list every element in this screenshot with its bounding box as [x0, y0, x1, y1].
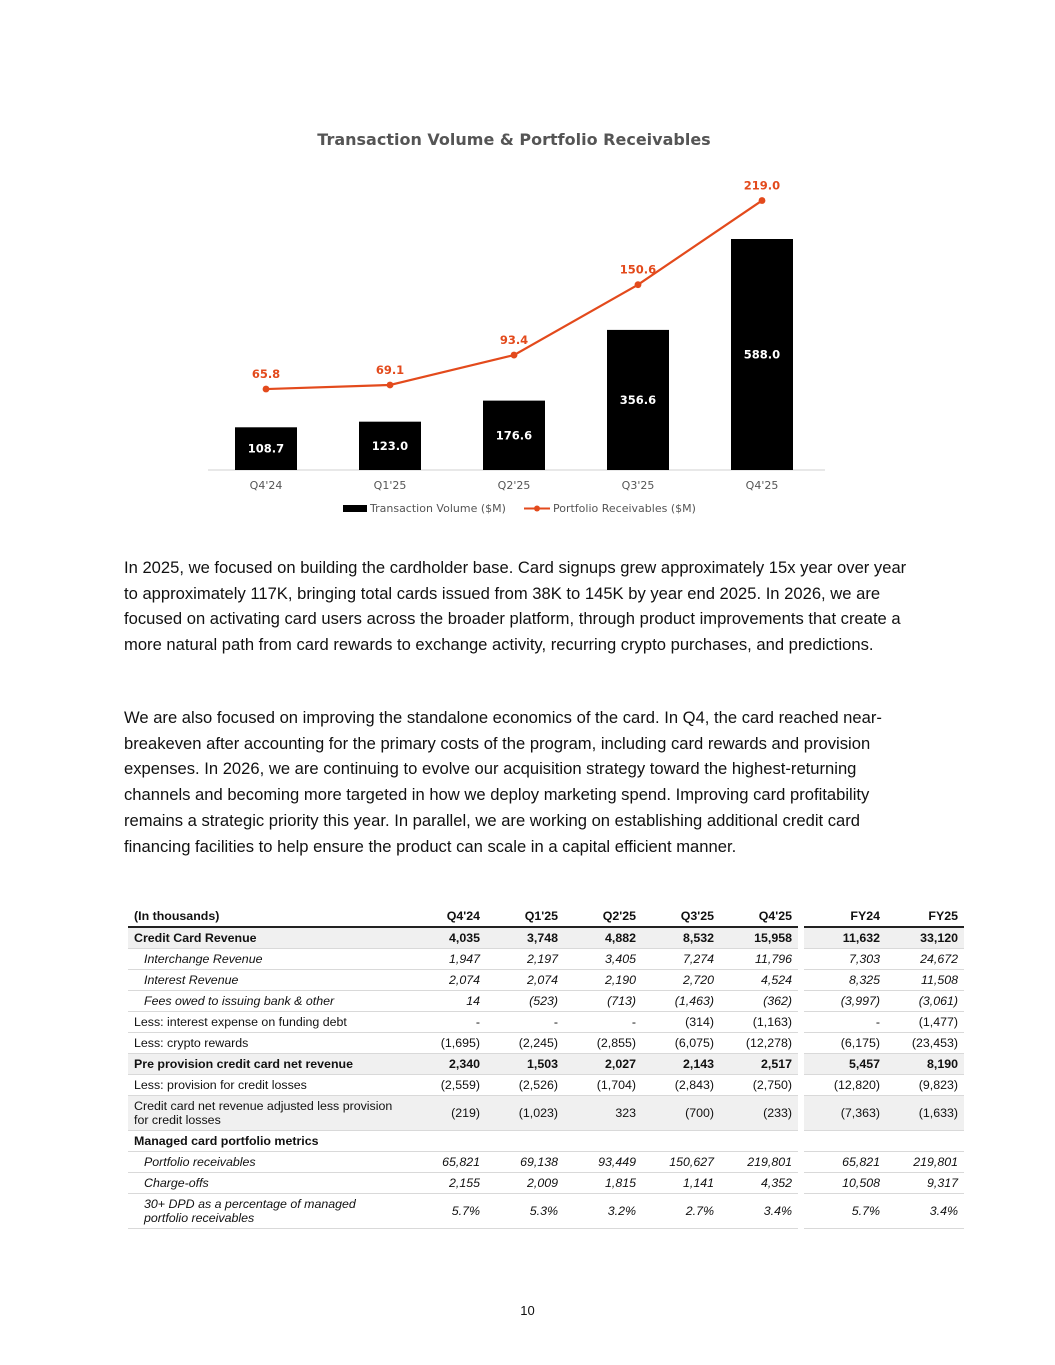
cell-value: (12,278)	[720, 1033, 798, 1054]
row-label: 30+ DPD as a percentage of managed portfolio receivables	[128, 1194, 408, 1229]
bar-value-label: 356.6	[619, 392, 657, 407]
row-label: Less: crypto rewards	[128, 1033, 408, 1054]
table-row	[128, 970, 964, 991]
cell-value: 11,632	[804, 927, 886, 949]
x-tick-label: Q3'25	[621, 479, 655, 492]
cell-value: 2,197	[486, 949, 564, 970]
legend-label-line: Portfolio Receivables ($M)	[553, 502, 696, 515]
cell-value: 5,457	[804, 1054, 886, 1075]
cell-value: (1,695)	[408, 1033, 486, 1054]
row-label: Interchange Revenue	[128, 949, 408, 970]
cell-value: 2,143	[642, 1054, 720, 1075]
cell-value: 10,508	[804, 1173, 886, 1194]
cell-value: 150,627	[642, 1152, 720, 1173]
cell-value	[564, 1131, 642, 1152]
cell-value: 9,317	[886, 1173, 964, 1194]
line-point	[387, 382, 394, 389]
cell-value	[408, 1131, 486, 1152]
paragraph-card-economics: We are also focused on improving the standalone economics of the card. In Q4, the card reached near-breakeven after accounting for the primary costs of the program, including card rewards and provision expenses. In 2026, we are continuing to evolve our acquisition strategy toward the highest-returning channels and becoming more targeted in how we deploy marketing spend. Improving card profitability remains a strategic priority this year. In parallel, we are working on establishing additional credit card financing facilities to help ensure the product can scale in a capital efficient manner.	[124, 708, 882, 856]
legend-label-bar: Transaction Volume ($M)	[370, 502, 506, 515]
cell-value: 33,120	[886, 927, 964, 949]
cell-value	[720, 1131, 798, 1152]
cell-value: 2,074	[408, 970, 486, 991]
cell-value: (2,855)	[564, 1033, 642, 1054]
header-q225: Q2'25	[564, 906, 642, 927]
line-value-label: 93.4	[499, 333, 529, 348]
page-number: 10	[520, 1303, 535, 1318]
cell-value: 65,821	[804, 1152, 886, 1173]
cell-value: 2,155	[408, 1173, 486, 1194]
cell-value: (2,245)	[486, 1033, 564, 1054]
cell-value: (1,163)	[720, 1012, 798, 1033]
cell-value: 8,325	[804, 970, 886, 991]
financial-table	[128, 906, 964, 1229]
cell-value: (23,453)	[886, 1033, 964, 1054]
row-label: Less: interest expense on funding debt	[128, 1012, 408, 1033]
cell-value: 3,405	[564, 949, 642, 970]
header-label: (In thousands)	[128, 906, 408, 927]
line-value-label: 65.8	[251, 367, 281, 382]
cell-value: 3.2%	[564, 1194, 642, 1229]
line-value-label: 69.1	[375, 362, 405, 377]
header-q424: Q4'24	[408, 906, 486, 927]
cell-value: 65,821	[408, 1152, 486, 1173]
cell-value	[486, 1131, 564, 1152]
chart-title: Transaction Volume & Portfolio Receivables	[317, 130, 711, 149]
table-row	[128, 1131, 964, 1152]
row-label: Managed card portfolio metrics	[128, 1131, 408, 1152]
cell-value: 4,035	[408, 927, 486, 949]
cell-value: 5.7%	[804, 1194, 886, 1229]
x-tick-label: Q4'24	[249, 479, 283, 492]
cell-value: (3,997)	[804, 991, 886, 1012]
cell-value: (1,463)	[642, 991, 720, 1012]
cell-value: 3,748	[486, 927, 564, 949]
table-row	[128, 1012, 964, 1033]
cell-value: (3,061)	[886, 991, 964, 1012]
cell-value: (2,750)	[720, 1075, 798, 1096]
cell-value: 1,947	[408, 949, 486, 970]
cell-value: 4,882	[564, 927, 642, 949]
cell-value: (314)	[642, 1012, 720, 1033]
table-row	[128, 1075, 964, 1096]
cell-value: 3.4%	[720, 1194, 798, 1229]
cell-value: (1,704)	[564, 1075, 642, 1096]
bar-value-label: 588.0	[743, 347, 781, 362]
cell-value: (713)	[564, 991, 642, 1012]
cell-value: -	[564, 1012, 642, 1033]
legend-swatch-point	[534, 506, 540, 512]
cell-value: 7,303	[804, 949, 886, 970]
line-point	[511, 352, 518, 359]
cell-value: 2,720	[642, 970, 720, 991]
cell-value: 69,138	[486, 1152, 564, 1173]
line-value-label: 219.0	[743, 178, 781, 193]
cell-value: 14	[408, 991, 486, 1012]
cell-value: -	[408, 1012, 486, 1033]
bar-value-label: 123.0	[371, 438, 409, 453]
cell-value: 2,190	[564, 970, 642, 991]
cell-value: -	[486, 1012, 564, 1033]
cell-value: 1,815	[564, 1173, 642, 1194]
cell-value: (2,843)	[642, 1075, 720, 1096]
cell-value: 2,517	[720, 1054, 798, 1075]
table-row	[128, 1054, 964, 1075]
cell-value: (1,477)	[886, 1012, 964, 1033]
line-portfolio-receivables	[266, 201, 762, 390]
cell-value: (1,633)	[886, 1096, 964, 1131]
cell-value: 2,340	[408, 1054, 486, 1075]
cell-value: (2,559)	[408, 1075, 486, 1096]
cell-value: 7,274	[642, 949, 720, 970]
cell-value: 15,958	[720, 927, 798, 949]
cell-value	[642, 1131, 720, 1152]
cell-value: (6,075)	[642, 1033, 720, 1054]
cell-value: (7,363)	[804, 1096, 886, 1131]
cell-value: 2,009	[486, 1173, 564, 1194]
cell-value: 8,532	[642, 927, 720, 949]
cell-value: (233)	[720, 1096, 798, 1131]
cell-value: 1,141	[642, 1173, 720, 1194]
row-label: Fees owed to issuing bank & other	[128, 991, 408, 1012]
cell-value: 219,801	[886, 1152, 964, 1173]
x-tick-label: Q1'25	[373, 479, 407, 492]
cell-value: (523)	[486, 991, 564, 1012]
cell-value: 93,449	[564, 1152, 642, 1173]
x-tick-label: Q4'25	[745, 479, 779, 492]
table-row	[128, 927, 964, 949]
cell-value: 8,190	[886, 1054, 964, 1075]
chart-figure	[180, 120, 870, 530]
line-value-label: 150.6	[619, 262, 657, 277]
cell-value: 219,801	[720, 1152, 798, 1173]
row-label: Charge-offs	[128, 1173, 408, 1194]
cell-value: 2,074	[486, 970, 564, 991]
cell-value: 5.7%	[408, 1194, 486, 1229]
cell-value: 1,503	[486, 1054, 564, 1075]
table-header-row	[128, 906, 964, 927]
cell-value: 3.4%	[886, 1194, 964, 1229]
table-row	[128, 991, 964, 1012]
row-label: Credit card net revenue adjusted less provision for credit losses	[128, 1096, 408, 1131]
header-q425: Q4'25	[720, 906, 798, 927]
header-fy25: FY25	[886, 906, 964, 927]
cell-value: 5.3%	[486, 1194, 564, 1229]
table-row	[128, 1096, 964, 1131]
cell-value: (12,820)	[804, 1075, 886, 1096]
cell-value: 11,796	[720, 949, 798, 970]
x-tick-label: Q2'25	[497, 479, 531, 492]
legend-swatch-bar	[343, 505, 367, 512]
row-label: Portfolio receivables	[128, 1152, 408, 1173]
cell-value: -	[804, 1012, 886, 1033]
cell-value: 4,524	[720, 970, 798, 991]
bar-value-label: 108.7	[247, 441, 285, 456]
cell-value: 24,672	[886, 949, 964, 970]
line-point	[635, 281, 642, 288]
cell-value: 2.7%	[642, 1194, 720, 1229]
table-row	[128, 1194, 964, 1229]
cell-value: 2,027	[564, 1054, 642, 1075]
cell-value: 11,508	[886, 970, 964, 991]
row-label: Credit Card Revenue	[128, 927, 408, 949]
cell-value: (2,526)	[486, 1075, 564, 1096]
cell-value: (1,023)	[486, 1096, 564, 1131]
table-row	[128, 1173, 964, 1194]
table-row	[128, 1152, 964, 1173]
cell-value: (700)	[642, 1096, 720, 1131]
header-fy24: FY24	[804, 906, 886, 927]
header-q125: Q1'25	[486, 906, 564, 927]
header-q325: Q3'25	[642, 906, 720, 927]
cell-value	[804, 1131, 886, 1152]
table-row	[128, 1033, 964, 1054]
cell-value: (6,175)	[804, 1033, 886, 1054]
row-label: Less: provision for credit losses	[128, 1075, 408, 1096]
row-label: Interest Revenue	[128, 970, 408, 991]
bar-value-label: 176.6	[495, 428, 533, 443]
line-point	[759, 197, 766, 204]
line-point	[263, 386, 270, 393]
cell-value: (219)	[408, 1096, 486, 1131]
cell-value: (9,823)	[886, 1075, 964, 1096]
row-label: Pre provision credit card net revenue	[128, 1054, 408, 1075]
cell-value: 323	[564, 1096, 642, 1131]
combo-chart	[180, 120, 870, 530]
cell-value: 4,352	[720, 1173, 798, 1194]
cell-value: (362)	[720, 991, 798, 1012]
table-row	[128, 949, 964, 970]
cell-value	[886, 1131, 964, 1152]
paragraph-cardholder-base: In 2025, we focused on building the cardholder base. Card signups grew approximately 15x year over year to approximately 117K, bringing total cards issued from 38K to 145K by year end 2025. In 2026, we are focused on activating card users across the broader platform, through product improvements that create a more natural path from card rewards to exchange activity, recurring crypto purchases, and predictions.	[124, 558, 907, 655]
